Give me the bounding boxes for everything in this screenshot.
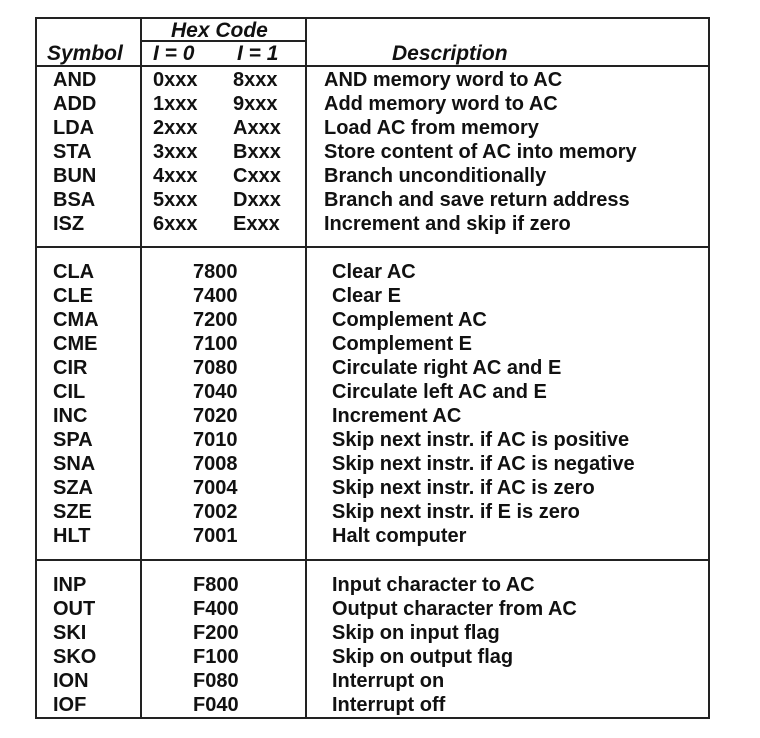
hex-i0-cell: 1xxx: [153, 93, 198, 115]
symbol-cell: ISZ: [53, 213, 85, 235]
description-cell: Circulate right AC and E: [332, 357, 562, 379]
description-cell: Skip next instr. if E is zero: [332, 501, 580, 523]
description-cell: Skip next instr. if AC is zero: [332, 477, 595, 499]
i1-header: I = 1: [237, 42, 279, 65]
hex-i1-cell: Dxxx: [233, 189, 281, 211]
table-row: [37, 212, 708, 236]
symbol-cell: CLA: [53, 261, 95, 283]
hex-code-cell: F040: [193, 694, 239, 716]
description-cell: Load AC from memory: [324, 117, 539, 139]
description-cell: Complement AC: [332, 309, 487, 331]
symbol-cell: SNA: [53, 453, 96, 475]
description-cell: Skip next instr. if AC is positive: [332, 429, 630, 451]
hex-code-cell: 7200: [193, 309, 238, 331]
hex-code-cell: F800: [193, 574, 239, 596]
memory-section-divider: [37, 246, 708, 248]
table-row: [37, 116, 708, 140]
table-row: [37, 597, 708, 621]
table-row: [37, 428, 708, 452]
description-cell: AND memory word to AC: [324, 69, 563, 91]
hex-code-cell: 7001: [193, 525, 238, 547]
i0-header: I = 0: [153, 42, 195, 65]
table-row: [37, 524, 708, 548]
symbol-cell: SZA: [53, 477, 93, 499]
table-row: [37, 573, 708, 597]
table-row: [37, 332, 708, 356]
table-row: [37, 68, 708, 92]
symbol-cell: STA: [53, 141, 92, 163]
description-cell: Clear E: [332, 285, 401, 307]
symbol-cell: ION: [53, 670, 89, 692]
hex-i0-cell: 4xxx: [153, 165, 198, 187]
symbol-cell: SPA: [53, 429, 93, 451]
hex-i1-cell: 8xxx: [233, 69, 278, 91]
hex-i0-cell: 5xxx: [153, 189, 198, 211]
symbol-cell: CLE: [53, 285, 93, 307]
symbol-cell: SKO: [53, 646, 97, 668]
hex-code-cell: 7008: [193, 453, 238, 475]
table-row: [37, 452, 708, 476]
symbol-cell: LDA: [53, 117, 95, 139]
hex-code-cell: 7020: [193, 405, 238, 427]
hex-i1-cell: Axxx: [233, 117, 281, 139]
symbol-cell: CIR: [53, 357, 88, 379]
register-section-divider: [37, 559, 708, 561]
table-row: [37, 645, 708, 669]
hex-code-cell: 7800: [193, 261, 238, 283]
symbol-cell: BSA: [53, 189, 96, 211]
symbol-cell: OUT: [53, 598, 96, 620]
table-row: [37, 92, 708, 116]
hex-i1-cell: Bxxx: [233, 141, 281, 163]
symbol-cell: CME: [53, 333, 98, 355]
table-row: [37, 308, 708, 332]
table-row: [37, 164, 708, 188]
symbol-cell: CMA: [53, 309, 99, 331]
description-cell: Store content of AC into memory: [324, 141, 637, 163]
table-row: [37, 476, 708, 500]
symbol-cell: BUN: [53, 165, 97, 187]
description-cell: Skip next instr. if AC is negative: [332, 453, 635, 475]
hex-i1-cell: 9xxx: [233, 93, 278, 115]
table-row: [37, 260, 708, 284]
description-cell: Increment and skip if zero: [324, 213, 571, 235]
symbol-cell: INC: [53, 405, 88, 427]
description-cell: Branch and save return address: [324, 189, 630, 211]
hex-code-cell: F400: [193, 598, 239, 620]
hex-code-cell: 7010: [193, 429, 238, 451]
table-row: [37, 621, 708, 645]
symbol-cell: IOF: [53, 694, 87, 716]
table-row: [37, 500, 708, 524]
hex-i0-cell: 6xxx: [153, 213, 198, 235]
hex-code-cell: F200: [193, 622, 239, 644]
table-row: [37, 380, 708, 404]
table-row: [37, 669, 708, 693]
description-header: Description: [392, 42, 508, 65]
hex-code-cell: 7100: [193, 333, 238, 355]
description-cell: Increment AC: [332, 405, 462, 427]
description-cell: Complement E: [332, 333, 473, 355]
table-row: [37, 188, 708, 212]
table-row: [37, 284, 708, 308]
description-cell: Add memory word to AC: [324, 93, 558, 115]
description-cell: Halt computer: [332, 525, 467, 547]
description-cell: Circulate left AC and E: [332, 381, 547, 403]
hex-code-header: Hex Code: [171, 19, 268, 42]
description-cell: Output character from AC: [332, 598, 577, 620]
hex-i0-cell: 2xxx: [153, 117, 198, 139]
hex-code-cell: 7080: [193, 357, 238, 379]
symbol-cell: SKI: [53, 622, 87, 644]
instruction-table: [35, 17, 710, 719]
symbol-cell: INP: [53, 574, 87, 596]
hex-code-cell: F100: [193, 646, 239, 668]
description-cell: Skip on output flag: [332, 646, 514, 668]
symbol-cell: HLT: [53, 525, 91, 547]
symbol-cell: CIL: [53, 381, 86, 403]
hex-i0-cell: 0xxx: [153, 69, 198, 91]
table-row: [37, 693, 708, 717]
hex-code-cell: 7040: [193, 381, 238, 403]
description-cell: Branch unconditionally: [324, 165, 547, 187]
description-cell: Skip on input flag: [332, 622, 500, 644]
description-cell: Input character to AC: [332, 574, 535, 596]
description-cell: Interrupt on: [332, 670, 445, 692]
symbol-cell: SZE: [53, 501, 92, 523]
table-row: [37, 404, 708, 428]
hex-i1-cell: Cxxx: [233, 165, 281, 187]
header-divider: [37, 65, 708, 67]
hex-i1-cell: Exxx: [233, 213, 280, 235]
table-row: [37, 356, 708, 380]
symbol-cell: AND: [53, 69, 97, 91]
symbol-header: Symbol: [47, 42, 123, 65]
hex-code-cell: 7002: [193, 501, 238, 523]
hex-code-cell: 7004: [193, 477, 238, 499]
symbol-cell: ADD: [53, 93, 97, 115]
description-cell: Clear AC: [332, 261, 416, 283]
table-row: [37, 140, 708, 164]
hex-i0-cell: 3xxx: [153, 141, 198, 163]
hex-code-cell: F080: [193, 670, 239, 692]
description-cell: Interrupt off: [332, 694, 446, 716]
hex-code-cell: 7400: [193, 285, 238, 307]
